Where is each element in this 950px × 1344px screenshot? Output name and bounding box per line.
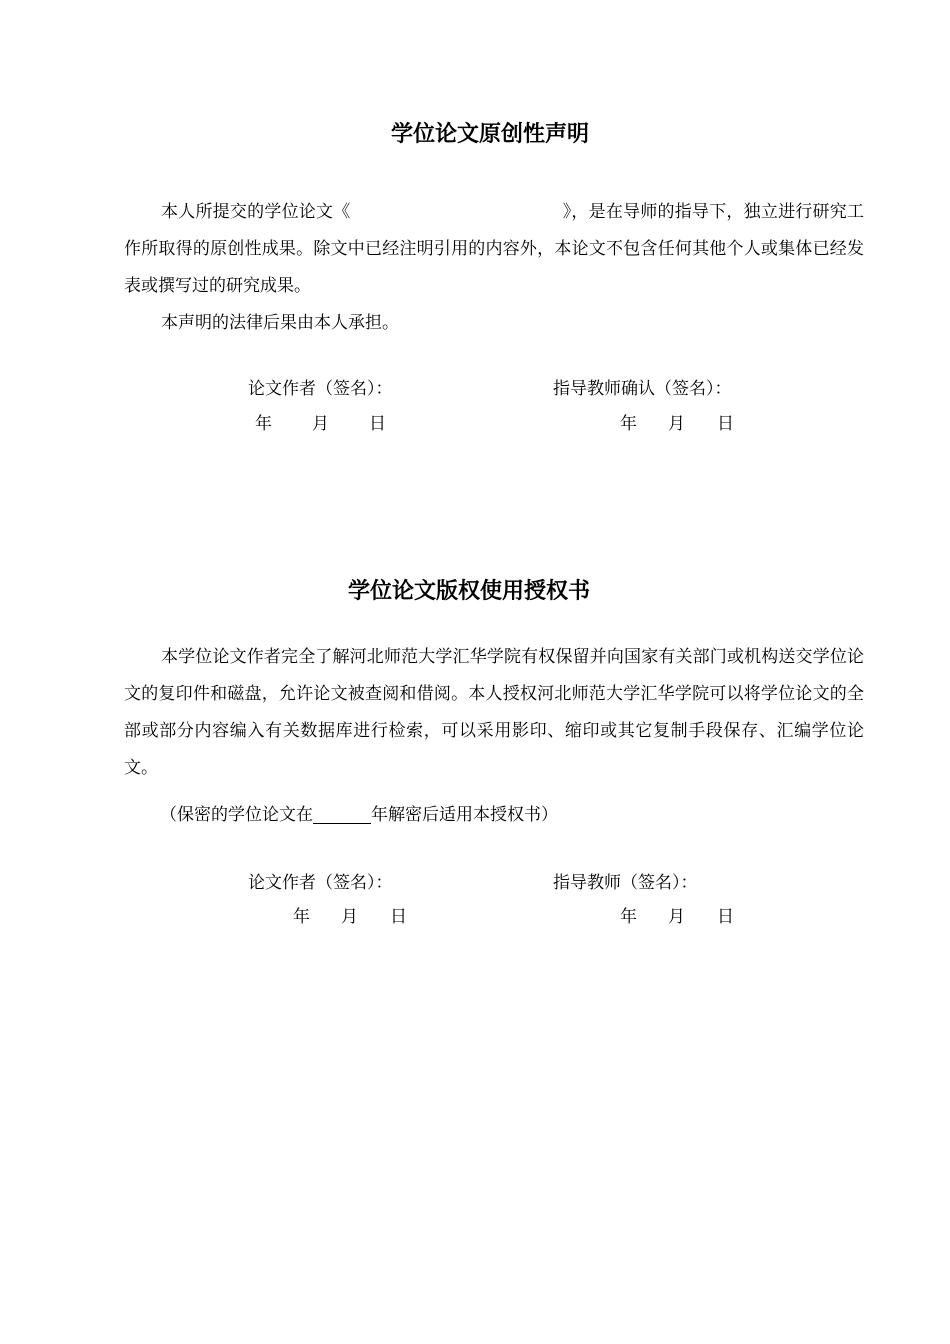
date-month-label: 月 — [341, 907, 358, 927]
originality-paragraph-2: 本声明的法律后果由本人承担。 — [161, 313, 399, 333]
originality-author-signature-label: 论文作者（签名）： — [248, 379, 393, 399]
copyright-note-before: （保密的学位论文在 — [160, 805, 313, 825]
copyright-note-after: 年解密后适用本授权书） — [371, 805, 558, 825]
date-day-label: 日 — [369, 414, 386, 434]
date-year-label: 年 — [293, 907, 310, 927]
originality-para1-before: 本人所提交的学位论文《 — [161, 202, 351, 222]
date-month-label: 月 — [668, 414, 685, 434]
copyright-title: 学位论文版权使用授权书 — [347, 579, 590, 604]
copyright-author-signature-label: 论文作者（签名）： — [248, 873, 393, 893]
date-year-label: 年 — [255, 414, 272, 434]
date-year-label: 年 — [620, 907, 637, 927]
copyright-advisor-signature-label: 指导教师（签名）： — [553, 873, 698, 893]
date-day-label: 日 — [717, 414, 734, 434]
date-month-label: 月 — [668, 907, 685, 927]
date-month-label: 月 — [312, 414, 329, 434]
originality-title: 学位论文原创性声明 — [390, 122, 589, 147]
copyright-note — [160, 797, 900, 834]
date-day-label: 日 — [390, 907, 407, 927]
originality-advisor-signature-label: 指导教师确认（签名）： — [553, 379, 732, 399]
copyright-paragraph-1: 本学位论文作者完全了解河北师范大学汇华学院有权保留并向国家有关部门或机构送交学位论文的复印件和磁盘，允许论文被查阅和借阅。本人授权河北师范大学汇华学院可以将学位论文的全部或部分内容编入有关数据库进行检索，可以采用影印、缩印或其它复制手段保存、汇编学位论文。 — [124, 647, 864, 778]
date-year-label: 年 — [620, 414, 637, 434]
date-day-label: 日 — [717, 907, 734, 927]
originality-para1-after: 》，是在导师的指导下，独立进行研究工作所取得的原创性成果。除文中已经注明引用的内容外，本论文不包含任何其他个人或集体已经发表或撰写过的研究成果。 — [124, 202, 865, 296]
originality-paragraph-1 — [124, 194, 864, 305]
declassify-year-blank — [313, 805, 371, 824]
